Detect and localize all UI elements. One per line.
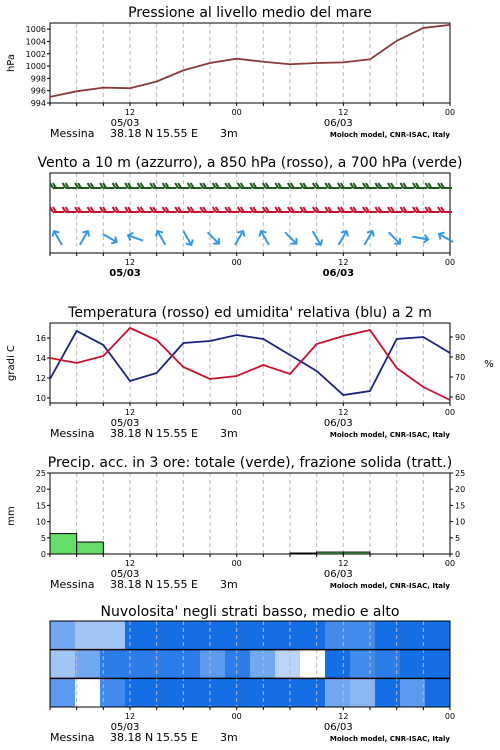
- y-tick-label: 16: [35, 334, 46, 343]
- wind-arrow: [282, 230, 299, 247]
- wind-arrow: [127, 232, 145, 245]
- wind-arrow: [437, 231, 455, 246]
- y-tick-label: 1002: [25, 49, 46, 59]
- x-tick-label: 00: [444, 108, 456, 117]
- y-tick-label-right: 15: [455, 501, 466, 511]
- wind-title: Vento a 10 m (azzurro), a 850 hPa (rosso), a 700 hPa (verde): [37, 155, 463, 171]
- cloud-cell: [150, 621, 176, 650]
- humidity-line: [50, 331, 450, 395]
- y-tick-label-right: 80: [455, 353, 466, 362]
- y-tick-label: 0: [40, 550, 46, 559]
- date-label: 06/03: [323, 569, 353, 580]
- precip-bar: [77, 542, 104, 554]
- y-tick-label-right: 70: [455, 373, 466, 382]
- pressure-panel: [0, 0, 500, 145]
- cloud-cell: [225, 678, 251, 707]
- y-tick-label: 1006: [25, 25, 46, 35]
- y-tick-label: 1004: [25, 37, 46, 47]
- y-tick-label-right: 20: [455, 485, 466, 495]
- y-tick-label: 15: [35, 501, 46, 511]
- cloud-cell: [175, 621, 201, 650]
- cloud-cell: [350, 650, 376, 679]
- wind-chart: [0, 150, 500, 295]
- wind-arrow: [76, 229, 91, 247]
- cloud-cell: [300, 621, 326, 650]
- cloud-cell: [200, 621, 226, 650]
- location-lon: 15.55 E: [156, 427, 198, 440]
- cloud-cell: [325, 650, 351, 679]
- temperature-chart: [0, 300, 500, 450]
- date-label: 05/03: [110, 569, 140, 580]
- cloud-cell: [250, 621, 276, 650]
- cloud-cell: [300, 678, 326, 707]
- y-tick-label: 25: [35, 469, 46, 478]
- x-tick-label: 12: [338, 258, 349, 267]
- cloud-cell: [75, 678, 101, 707]
- temperature-line: [50, 328, 450, 400]
- cloud-cell: [125, 678, 151, 707]
- cloud-title: Nuvolosita' negli strati basso, medio e alto: [100, 604, 400, 620]
- date-label: 05/03: [110, 722, 140, 733]
- x-tick-label: 00: [444, 712, 456, 721]
- cloud-cell: [325, 621, 351, 650]
- precip-bar: [317, 552, 344, 554]
- cloud-cell: [75, 621, 101, 650]
- location-name: Messina: [50, 578, 95, 591]
- wind-arrow: [257, 229, 272, 247]
- cloud-cell: [175, 678, 201, 707]
- cloud-cell: [400, 678, 426, 707]
- wind-arrow: [180, 229, 195, 247]
- date-label: 05/03: [110, 118, 140, 129]
- cloud-cell: [125, 621, 151, 650]
- wind-arrow: [205, 230, 222, 247]
- location-elev: 3m: [220, 731, 238, 744]
- location-lat: 38.18 N: [110, 731, 154, 744]
- x-tick-label: 00: [444, 258, 456, 267]
- location-lon: 15.55 E: [156, 127, 198, 140]
- pressure-title: Pressione al livello medio del mare: [128, 5, 372, 21]
- model-credit: Moloch model, CNR-ISAC, Italy: [329, 131, 450, 139]
- plot-frame: [50, 323, 450, 403]
- wind-arrow: [361, 229, 376, 247]
- x-tick-label: 00: [444, 408, 456, 417]
- precipitation-chart: [0, 450, 500, 600]
- x-tick-label: 12: [124, 408, 136, 417]
- wind-arrow: [51, 229, 66, 247]
- y-tick-label: 12: [35, 374, 46, 383]
- location-lat: 38.18 N: [110, 578, 154, 591]
- x-tick-label: 12: [338, 559, 349, 568]
- precip-bar: [290, 553, 317, 554]
- temperature-title: Temperatura (rosso) ed umidita' relativa (blu) a 2 m: [68, 305, 432, 321]
- y-tick-label: 996: [30, 86, 46, 96]
- cloud-cell: [250, 650, 276, 679]
- x-tick-label: 12: [338, 108, 349, 117]
- wind-arrow: [386, 230, 403, 247]
- location-lon: 15.55 E: [156, 578, 198, 591]
- x-tick-label: 00: [231, 108, 242, 117]
- cloud-cell: [50, 621, 76, 650]
- cloud-cell: [175, 650, 201, 679]
- x-tick-label: 12: [124, 712, 136, 721]
- model-credit: Moloch model, CNR-ISAC, Italy: [329, 735, 450, 743]
- y-tick-label-right: 10: [455, 517, 466, 527]
- y-tick-label: 994: [30, 99, 46, 108]
- plot-frame: [50, 23, 450, 103]
- location-lat: 38.18 N: [110, 127, 154, 140]
- y-axis-label-right: %: [484, 359, 494, 370]
- x-tick-label: 12: [124, 559, 136, 568]
- y-tick-label-right: 0: [455, 550, 461, 559]
- x-tick-label: 00: [231, 408, 242, 417]
- cloud-cell: [75, 650, 101, 679]
- cloud-cell: [425, 621, 451, 650]
- cloud-cell: [225, 621, 251, 650]
- cloud-cell: [350, 678, 376, 707]
- cloud-cell: [400, 621, 426, 650]
- cloud-cell: [275, 621, 301, 650]
- location-name: Messina: [50, 731, 95, 744]
- location-elev: 3m: [220, 578, 238, 591]
- cloud-cell: [275, 678, 301, 707]
- y-axis-label: gradi C: [6, 345, 17, 381]
- cloud-cell: [400, 650, 426, 679]
- x-tick-label: 12: [338, 712, 349, 721]
- y-axis-label: mm: [6, 506, 17, 526]
- x-tick-label: 12: [124, 108, 136, 117]
- date-label: 05/03: [110, 418, 140, 429]
- cloud-cell: [125, 650, 151, 679]
- date-label: 05/03: [109, 268, 141, 279]
- y-tick-label: 10: [35, 394, 46, 403]
- cloud-cell: [200, 650, 226, 679]
- cloud-cell: [225, 650, 251, 679]
- wind-panel: [0, 150, 500, 295]
- y-tick-label: 5: [40, 533, 46, 543]
- date-label: 06/03: [323, 418, 353, 429]
- temperature-panel: [0, 300, 500, 450]
- x-tick-label: 00: [444, 559, 456, 568]
- cloud-cell: [200, 678, 226, 707]
- pressure-chart: [0, 0, 500, 145]
- cloud-panel: [0, 600, 500, 750]
- date-label: 06/03: [323, 722, 353, 733]
- y-tick-label: 1000: [25, 62, 46, 72]
- y-tick-label: 14: [35, 354, 46, 363]
- x-tick-label: 00: [231, 712, 242, 721]
- cloud-cell: [150, 650, 176, 679]
- cloud-chart: [0, 600, 500, 750]
- precipitation-title: Precip. acc. in 3 ore: totale (verde), frazione solida (tratt.): [47, 455, 453, 471]
- location-elev: 3m: [220, 427, 238, 440]
- y-tick-label: 10: [35, 517, 46, 527]
- wind-arrow-shaft: [389, 232, 400, 243]
- cloud-cell: [250, 678, 276, 707]
- precipitation-panel: [0, 450, 500, 600]
- y-tick-label-right: 25: [455, 469, 466, 478]
- cloud-cell: [275, 650, 301, 679]
- plot-frame: [50, 473, 450, 554]
- cloud-cell: [50, 678, 76, 707]
- cloud-cell: [425, 650, 451, 679]
- date-label: 06/03: [322, 268, 355, 279]
- location-lon: 15.55 E: [156, 731, 198, 744]
- cloud-cell: [300, 650, 326, 679]
- wind-arrow: [412, 233, 429, 244]
- wind-arrow-shaft: [208, 232, 219, 243]
- cloud-cell: [50, 650, 76, 679]
- y-tick-label-right: 5: [455, 533, 461, 543]
- x-tick-label: 00: [231, 258, 242, 267]
- x-tick-label: 12: [124, 258, 136, 267]
- location-elev: 3m: [220, 127, 238, 140]
- y-axis-label: hPa: [6, 53, 17, 73]
- wind-arrow: [232, 229, 247, 247]
- y-tick-label-right: 90: [455, 333, 466, 342]
- location-name: Messina: [50, 427, 95, 440]
- location-name: Messina: [50, 127, 95, 140]
- cloud-cell: [150, 678, 176, 707]
- pressure-line: [50, 25, 450, 97]
- precip-bar: [343, 552, 370, 554]
- date-label: 06/03: [323, 118, 353, 129]
- y-tick-label: 20: [35, 485, 46, 495]
- y-tick-label: 998: [30, 74, 46, 84]
- model-credit: Moloch model, CNR-ISAC, Italy: [329, 431, 450, 439]
- cloud-cell: [425, 678, 451, 707]
- wind-arrow-shaft: [285, 232, 296, 243]
- wind-arrow: [335, 229, 350, 247]
- x-tick-label: 12: [338, 408, 349, 417]
- location-lat: 38.18 N: [110, 427, 154, 440]
- precip-bar: [50, 534, 77, 554]
- cloud-cell: [350, 621, 376, 650]
- cloud-cell: [325, 678, 351, 707]
- y-tick-label-right: 60: [455, 393, 466, 402]
- x-tick-label: 00: [231, 559, 242, 568]
- model-credit: Moloch model, CNR-ISAC, Italy: [329, 582, 450, 590]
